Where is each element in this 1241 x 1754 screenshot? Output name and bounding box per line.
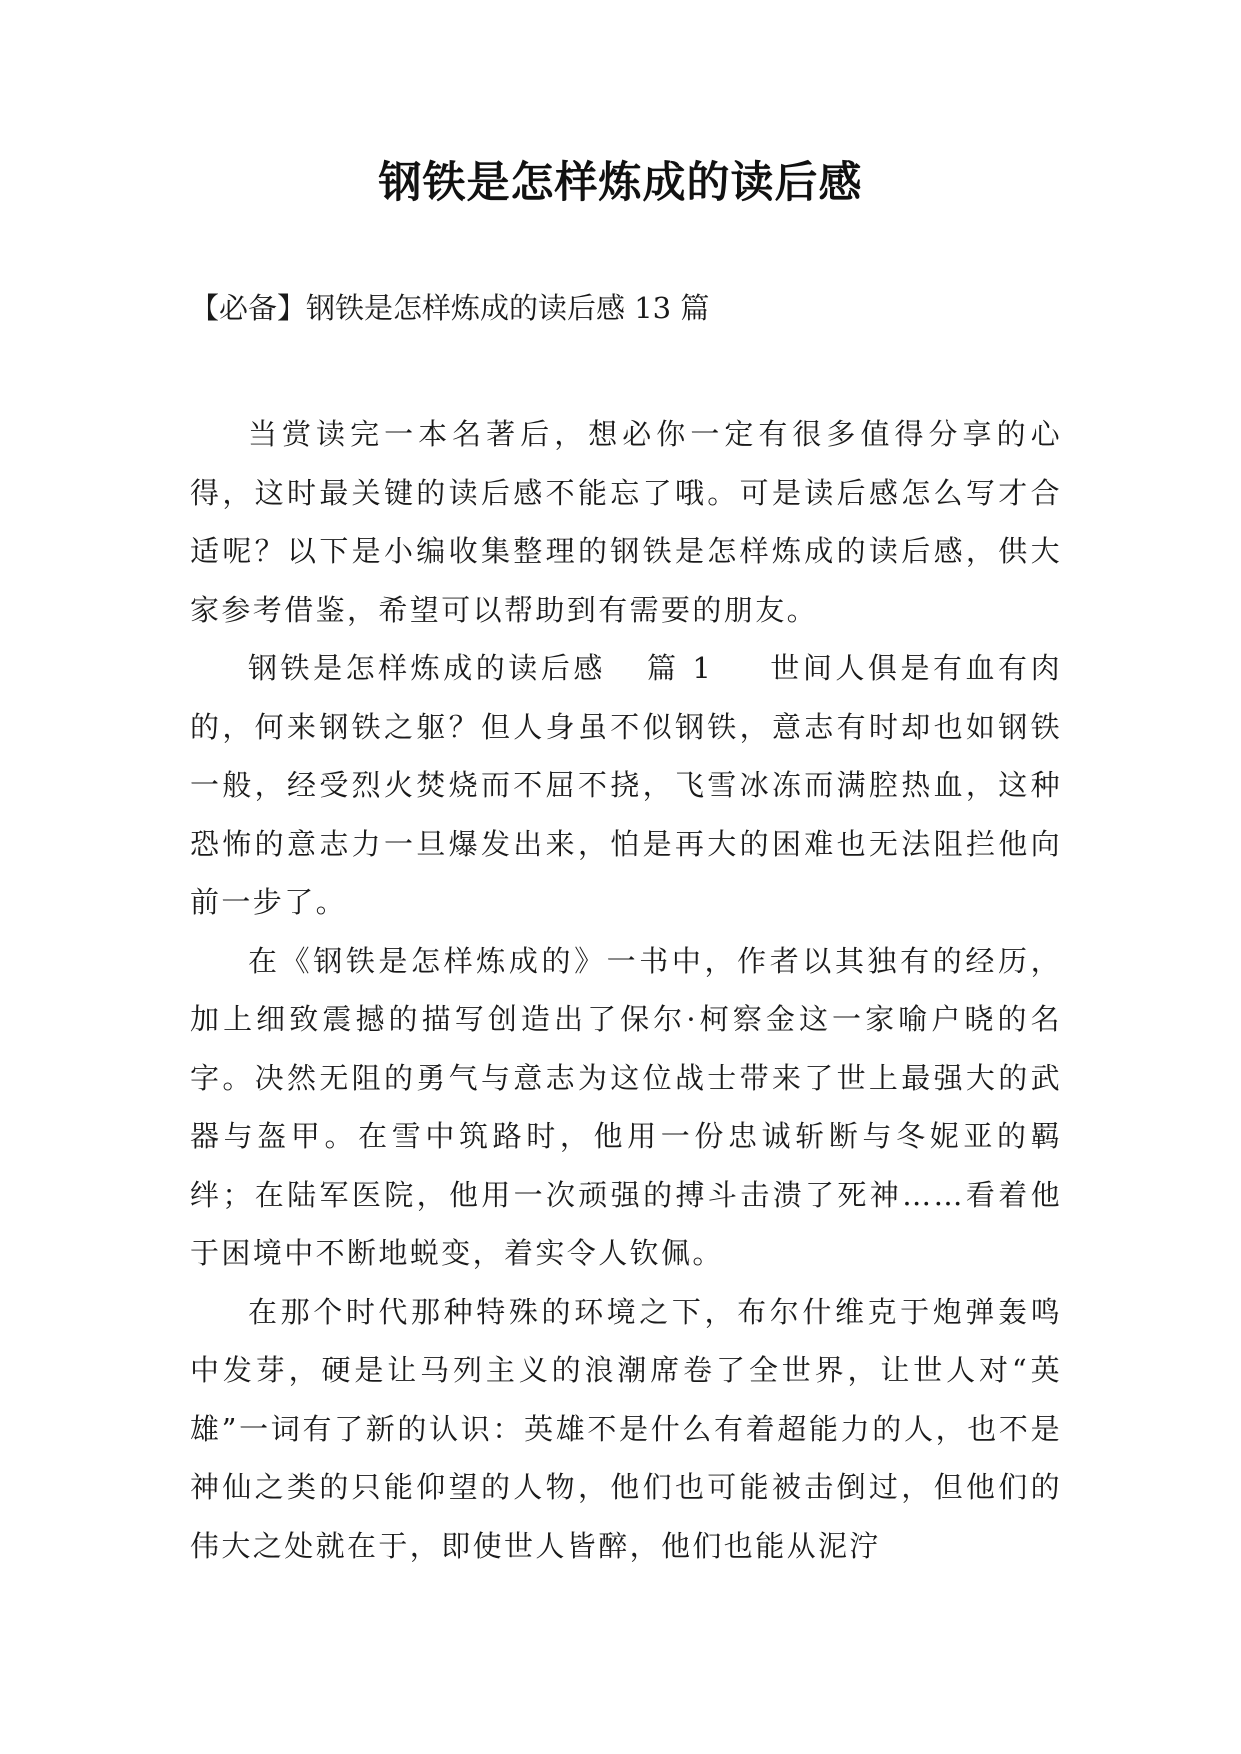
intro-paragraph: 当赏读完一本名著后，想必你一定有很多值得分享的心得，这时最关键的读后感不能忘了哦。可是读后感怎么写才合适呢？以下是小编收集整理的钢铁是怎样炼成的读后感，供大家参考借鉴，希望可以帮助到有需要的朋友。 (190, 417, 1062, 627)
section-1-paragraph (190, 639, 1062, 932)
paragraph-2: 在《钢铁是怎样炼成的》一书中，作者以其独有的经历，加上细致震撼的描写创造出了保尔·柯察金这一家喻户晓的名字。决然无阻的勇气与意志为这位战士带来了世上最强大的武器与盔甲。在雪中筑路时，他用一份忠诚斩断与冬妮亚的羁绊；在陆军医院，他用一次顽强的搏斗击溃了死神……看着他于困境中不断地蜕变，着实令人钦佩。 (190, 943, 1062, 1270)
section-number: 篇 1 (645, 651, 714, 685)
document-title: 钢铁是怎样炼成的读后感 (378, 158, 863, 208)
paragraph-3: 在那个时代那种特殊的环境之下，布尔什维克于炮弹轰鸣中发芽，硬是让马列主义的浪潮席卷了全世界，让世人对“英雄”一词有了新的认识：英雄不是什么有着超能力的人，也不是神仙之类的只能仰望的人物，他们也可能被击倒过，但他们的伟大之处就在于，即使世人皆醉，他们也能从泥泞 (190, 1294, 1062, 1563)
section-heading: 钢铁是怎样炼成的读后感 (248, 651, 606, 685)
document-body (190, 405, 1062, 1575)
section-1-text: 世间人俱是有血有肉的，何来钢铁之躯？但人身虽不似钢铁，意志有时却也如钢铁一般，经受烈火焚烧而不屈不挠，飞雪冰冻而满腔热血，这种恐怖的意志力一旦爆发出来，怕是再大的困难也无法阻拦他向前一步了。 (190, 651, 1062, 919)
document-subtitle: 【必备】钢铁是怎样炼成的读后感 13 篇 (190, 291, 710, 325)
